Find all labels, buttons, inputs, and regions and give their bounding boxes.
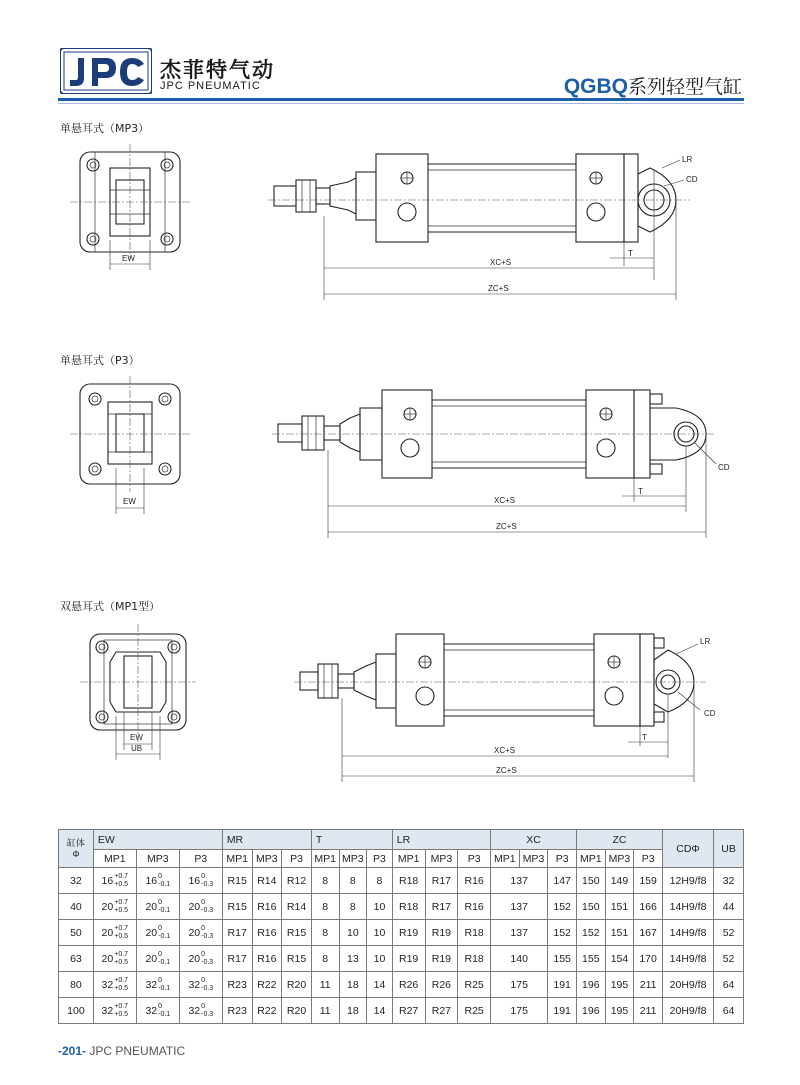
cell-zc: 159 bbox=[634, 868, 663, 894]
table-row bbox=[59, 868, 744, 894]
cell-lr: R26 bbox=[425, 972, 458, 998]
header-ub: UB bbox=[714, 830, 744, 868]
cell-t: 8 bbox=[339, 894, 367, 920]
table-row bbox=[59, 998, 744, 1024]
cell-ew: 16 +0.7 +0.5 bbox=[93, 868, 136, 894]
table-header-row bbox=[59, 830, 744, 850]
cell-zc: 211 bbox=[634, 972, 663, 998]
cell-lr: R16 bbox=[458, 894, 491, 920]
cell-lr: R18 bbox=[458, 920, 491, 946]
cell-cd: 12H9/f8 bbox=[662, 868, 713, 894]
subheader-zc-mp1: MP1 bbox=[576, 850, 605, 868]
cell-xc-p3: 152 bbox=[548, 920, 577, 946]
cell-mr: R15 bbox=[282, 946, 312, 972]
cell-lr: R18 bbox=[392, 894, 425, 920]
cell-mr: R17 bbox=[222, 946, 252, 972]
cell-t: 10 bbox=[367, 894, 393, 920]
dim-zc-p3: ZC+S bbox=[496, 522, 517, 531]
drawing-mp1 bbox=[0, 620, 800, 790]
cell-t: 8 bbox=[339, 868, 367, 894]
cell-t: 8 bbox=[367, 868, 393, 894]
cell-lr: R25 bbox=[458, 998, 491, 1024]
cell-zc: 211 bbox=[634, 998, 663, 1024]
dim-xc-mp3: XC+S bbox=[490, 258, 512, 267]
product-title bbox=[564, 72, 742, 99]
cell-ub: 64 bbox=[714, 972, 744, 998]
cell-ub: 52 bbox=[714, 920, 744, 946]
header-rule bbox=[58, 98, 744, 101]
cell-zc: 166 bbox=[634, 894, 663, 920]
cell-bore: 32 bbox=[59, 868, 94, 894]
cell-t: 14 bbox=[367, 972, 393, 998]
cell-zc: 151 bbox=[605, 920, 634, 946]
cell-lr: R19 bbox=[392, 920, 425, 946]
subheader-zc-mp3: MP3 bbox=[605, 850, 634, 868]
dim-ew-mp1: EW bbox=[130, 733, 143, 742]
cell-t: 8 bbox=[311, 868, 339, 894]
header-zc: ZC bbox=[576, 830, 662, 850]
cell-zc: 167 bbox=[634, 920, 663, 946]
subheader-mr-mp3: MP3 bbox=[252, 850, 282, 868]
subheader-ew-mp1: MP1 bbox=[93, 850, 136, 868]
cell-xc-mp1-mp3: 137 bbox=[491, 868, 548, 894]
section-title-p3: 单悬耳式（P3） bbox=[60, 354, 140, 367]
dim-lr-mp1: LR bbox=[700, 637, 711, 646]
cell-ew: 32 0 -0.1 bbox=[136, 998, 179, 1024]
cell-mr: R16 bbox=[252, 920, 282, 946]
cell-mr: R15 bbox=[282, 920, 312, 946]
subheader-ew-mp3: MP3 bbox=[136, 850, 179, 868]
subheader-mr-mp1: MP1 bbox=[222, 850, 252, 868]
cell-zc: 154 bbox=[605, 946, 634, 972]
subheader-t-mp3: MP3 bbox=[339, 850, 367, 868]
cell-zc: 150 bbox=[576, 894, 605, 920]
footer-brand: JPC PNEUMATIC bbox=[89, 1044, 186, 1058]
cell-xc-mp1-mp3: 137 bbox=[491, 920, 548, 946]
brand-name-en: JPC PNEUMATIC bbox=[160, 80, 261, 92]
cell-xc-mp1-mp3: 137 bbox=[491, 894, 548, 920]
cell-t: 11 bbox=[311, 972, 339, 998]
cell-t: 18 bbox=[339, 998, 367, 1024]
table-row bbox=[59, 894, 744, 920]
jpc-logo bbox=[60, 48, 152, 94]
cell-t: 10 bbox=[367, 920, 393, 946]
table-row bbox=[59, 920, 744, 946]
cell-ew: 16 0 -0.3 bbox=[179, 868, 222, 894]
cell-lr: R19 bbox=[425, 946, 458, 972]
spec-table bbox=[58, 829, 744, 1024]
cell-t: 8 bbox=[311, 894, 339, 920]
cell-zc: 195 bbox=[605, 998, 634, 1024]
cell-ew: 20 +0.7 +0.5 bbox=[93, 946, 136, 972]
cell-lr: R16 bbox=[458, 868, 491, 894]
cell-xc-p3: 191 bbox=[548, 998, 577, 1024]
dim-xc-mp1: XC+S bbox=[494, 746, 516, 755]
table-subheader-row bbox=[59, 850, 744, 868]
subheader-xc-mp1: MP1 bbox=[491, 850, 520, 868]
subheader-ew-p3: P3 bbox=[179, 850, 222, 868]
dim-ew-mp3: EW bbox=[122, 254, 135, 263]
side-view-mp1 bbox=[294, 634, 706, 782]
cell-zc: 151 bbox=[605, 894, 634, 920]
cell-cd: 20H9/f8 bbox=[662, 998, 713, 1024]
cell-zc: 155 bbox=[576, 946, 605, 972]
cell-ew: 32 +0.7 +0.5 bbox=[93, 972, 136, 998]
cell-mr: R17 bbox=[222, 920, 252, 946]
dim-ew-p3: EW bbox=[123, 497, 136, 506]
cell-cd: 20H9/f8 bbox=[662, 972, 713, 998]
cell-mr: R15 bbox=[222, 894, 252, 920]
cell-zc: 170 bbox=[634, 946, 663, 972]
product-name: 系列轻型气缸 bbox=[627, 76, 742, 98]
cell-ew: 32 0 -0.3 bbox=[179, 998, 222, 1024]
spec-table-body bbox=[59, 868, 744, 1024]
cell-ew: 20 0 -0.3 bbox=[179, 946, 222, 972]
header-t: T bbox=[311, 830, 392, 850]
table-row bbox=[59, 946, 744, 972]
cell-ew: 32 0 -0.3 bbox=[179, 972, 222, 998]
cell-t: 14 bbox=[367, 998, 393, 1024]
page-number: -201- bbox=[58, 1044, 87, 1058]
subheader-lr-mp1: MP1 bbox=[392, 850, 425, 868]
cell-ew: 20 0 -0.1 bbox=[136, 920, 179, 946]
product-code: QGBQ bbox=[563, 75, 628, 98]
cell-xc-mp1-mp3: 140 bbox=[491, 946, 548, 972]
subheader-xc-p3: P3 bbox=[548, 850, 577, 868]
subheader-mr-p3: P3 bbox=[282, 850, 312, 868]
cell-zc: 149 bbox=[605, 868, 634, 894]
cell-mr: R14 bbox=[282, 894, 312, 920]
cell-t: 8 bbox=[311, 946, 339, 972]
cell-zc: 150 bbox=[576, 868, 605, 894]
cell-lr: R26 bbox=[392, 972, 425, 998]
cell-mr: R12 bbox=[282, 868, 312, 894]
cell-ew: 20 +0.7 +0.5 bbox=[93, 894, 136, 920]
cell-t: 10 bbox=[367, 946, 393, 972]
section-title-mp3: 单悬耳式（MP3） bbox=[60, 122, 150, 135]
section-title-mp1: 双悬耳式（MP1型） bbox=[60, 600, 161, 613]
dim-t-mp1: T bbox=[642, 733, 647, 742]
cell-t: 10 bbox=[339, 920, 367, 946]
cell-ew: 20 +0.7 +0.5 bbox=[93, 920, 136, 946]
cell-mr: R23 bbox=[222, 972, 252, 998]
cell-xc-mp1-mp3: 175 bbox=[491, 972, 548, 998]
cell-ew: 32 0 -0.1 bbox=[136, 972, 179, 998]
subheader-t-mp1: MP1 bbox=[311, 850, 339, 868]
cell-mr: R23 bbox=[222, 998, 252, 1024]
header-cd: CDΦ bbox=[662, 830, 713, 868]
dim-cd-mp1: CD bbox=[704, 709, 716, 718]
cell-lr: R19 bbox=[425, 920, 458, 946]
cell-bore: 80 bbox=[59, 972, 94, 998]
end-view-p3 bbox=[70, 376, 190, 514]
cell-lr: R27 bbox=[425, 998, 458, 1024]
cell-mr: R16 bbox=[252, 894, 282, 920]
cell-t: 13 bbox=[339, 946, 367, 972]
cell-ew: 32 +0.7 +0.5 bbox=[93, 998, 136, 1024]
side-view-p3 bbox=[272, 390, 716, 538]
cell-cd: 14H9/f8 bbox=[662, 894, 713, 920]
cell-bore: 40 bbox=[59, 894, 94, 920]
cell-lr: R27 bbox=[392, 998, 425, 1024]
cell-ew: 20 0 -0.1 bbox=[136, 894, 179, 920]
cell-mr: R14 bbox=[252, 868, 282, 894]
cell-ub: 64 bbox=[714, 998, 744, 1024]
dim-zc-mp3: ZC+S bbox=[488, 284, 509, 293]
header-mr: MR bbox=[222, 830, 311, 850]
header-ew: EW bbox=[93, 830, 222, 850]
cell-ub: 32 bbox=[714, 868, 744, 894]
header-lr: LR bbox=[392, 830, 490, 850]
cell-bore: 100 bbox=[59, 998, 94, 1024]
header-rule-thin bbox=[58, 103, 744, 104]
cell-t: 18 bbox=[339, 972, 367, 998]
cell-bore: 63 bbox=[59, 946, 94, 972]
subheader-zc-p3: P3 bbox=[634, 850, 663, 868]
cell-t: 8 bbox=[311, 920, 339, 946]
cell-lr: R19 bbox=[392, 946, 425, 972]
drawing-mp3 bbox=[0, 140, 800, 310]
dim-xc-p3: XC+S bbox=[494, 496, 516, 505]
subheader-xc-mp3: MP3 bbox=[519, 850, 548, 868]
brand-name-cn: 杰菲特气动 bbox=[160, 58, 275, 82]
header-bore: 缸体 Φ bbox=[59, 830, 94, 868]
table-row bbox=[59, 972, 744, 998]
cell-ub: 44 bbox=[714, 894, 744, 920]
dim-zc-mp1: ZC+S bbox=[496, 766, 517, 775]
cell-cd: 14H9/f8 bbox=[662, 920, 713, 946]
cell-ew: 20 0 -0.3 bbox=[179, 894, 222, 920]
cell-lr: R25 bbox=[458, 972, 491, 998]
cell-ub: 52 bbox=[714, 946, 744, 972]
cell-mr: R20 bbox=[282, 972, 312, 998]
cell-ew: 20 0 -0.1 bbox=[136, 946, 179, 972]
cell-zc: 195 bbox=[605, 972, 634, 998]
cell-t: 11 bbox=[311, 998, 339, 1024]
page-footer bbox=[58, 1044, 185, 1058]
subheader-t-p3: P3 bbox=[367, 850, 393, 868]
cell-xc-p3: 147 bbox=[548, 868, 577, 894]
cell-xc-p3: 155 bbox=[548, 946, 577, 972]
cell-zc: 152 bbox=[576, 920, 605, 946]
dim-ub-mp1: UB bbox=[131, 744, 143, 753]
cell-mr: R22 bbox=[252, 972, 282, 998]
dim-t-p3: T bbox=[638, 487, 643, 496]
cell-mr: R16 bbox=[252, 946, 282, 972]
dim-lr-mp3: LR bbox=[682, 155, 693, 164]
cell-lr: R17 bbox=[425, 894, 458, 920]
subheader-lr-mp3: MP3 bbox=[425, 850, 458, 868]
header-xc: XC bbox=[491, 830, 577, 850]
cell-bore: 50 bbox=[59, 920, 94, 946]
end-view-mp3 bbox=[70, 144, 190, 270]
cell-xc-p3: 191 bbox=[548, 972, 577, 998]
cell-zc: 196 bbox=[576, 998, 605, 1024]
cell-lr: R17 bbox=[425, 868, 458, 894]
dim-cd-p3: CD bbox=[718, 463, 730, 472]
cell-mr: R15 bbox=[222, 868, 252, 894]
cell-lr: R18 bbox=[392, 868, 425, 894]
cell-mr: R22 bbox=[252, 998, 282, 1024]
cell-mr: R20 bbox=[282, 998, 312, 1024]
cell-ew: 20 0 -0.3 bbox=[179, 920, 222, 946]
cell-ew: 16 0 -0.1 bbox=[136, 868, 179, 894]
cell-xc-p3: 152 bbox=[548, 894, 577, 920]
cell-lr: R18 bbox=[458, 946, 491, 972]
dim-cd-mp3: CD bbox=[686, 175, 698, 184]
dim-t-mp3: T bbox=[628, 249, 633, 258]
cell-xc-mp1-mp3: 175 bbox=[491, 998, 548, 1024]
cell-zc: 196 bbox=[576, 972, 605, 998]
subheader-lr-p3: P3 bbox=[458, 850, 491, 868]
drawing-p3 bbox=[0, 372, 800, 542]
cell-cd: 14H9/f8 bbox=[662, 946, 713, 972]
